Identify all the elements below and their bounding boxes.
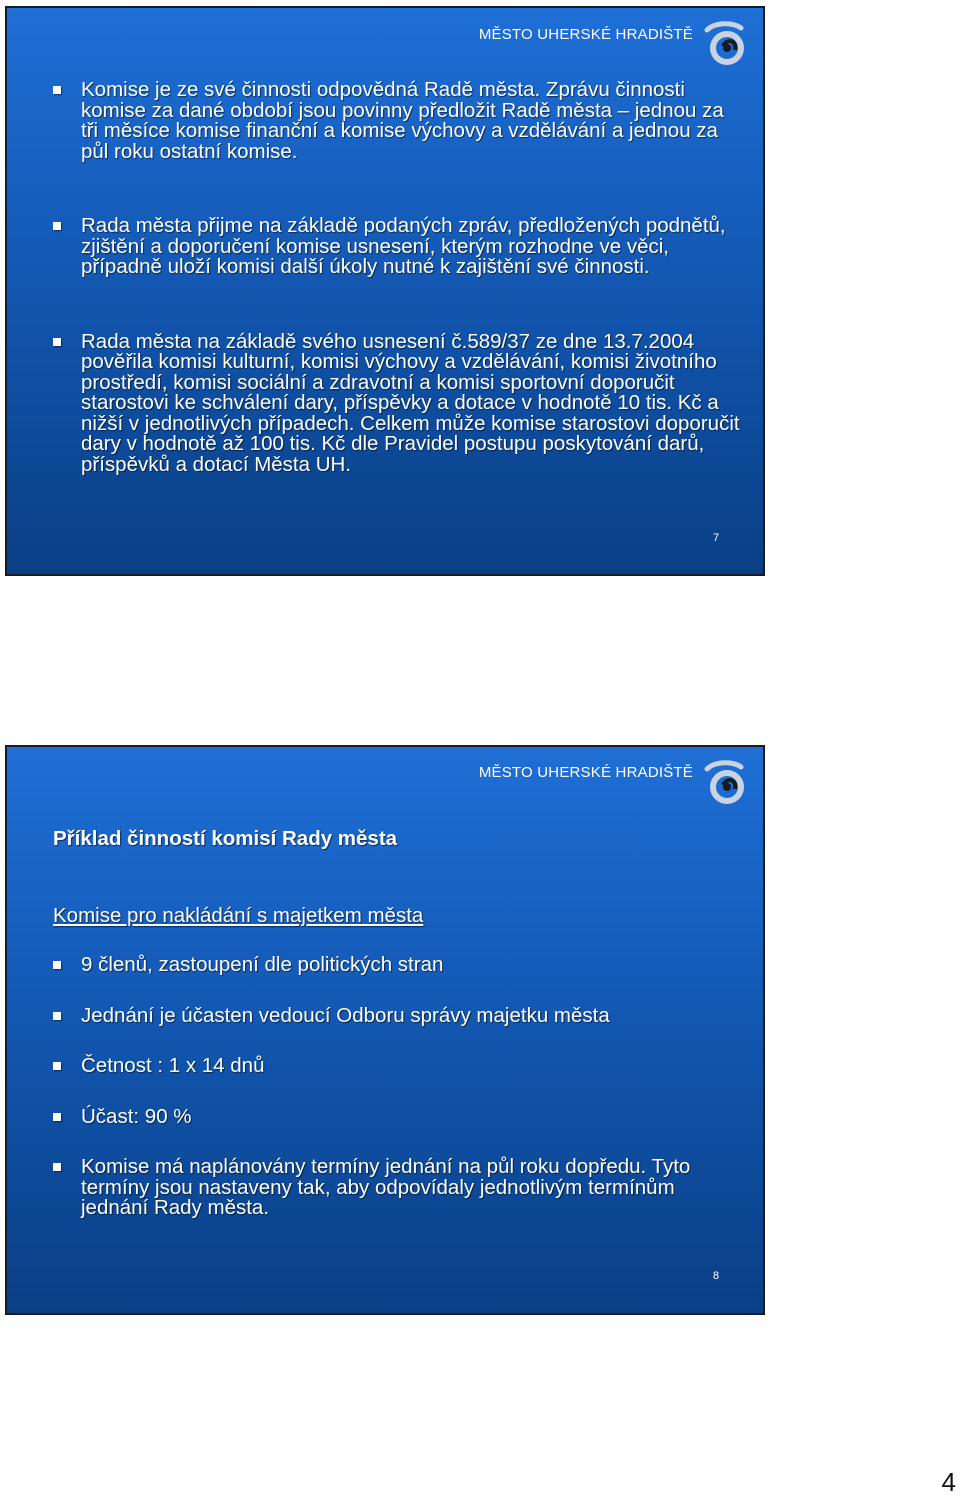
city-logo-icon	[697, 16, 753, 72]
slide-subheading: Komise pro nakládání s majetkem města	[53, 904, 424, 927]
list-item	[53, 1003, 743, 1027]
list-item	[53, 1104, 743, 1128]
city-brand-label: MĚSTO UHERSKÉ HRADIŠTĚ	[478, 26, 693, 43]
bullet-text: Četnost : 1 x 14 dnů	[81, 1054, 265, 1077]
list-item	[53, 329, 743, 476]
bullet-text: Rada města přijme na základě podaných zpráv, předložených podnětů, zjištění a doporučení komise usnesení, kterým rozhodne ve věci, případně uloží komisi další úkoly nutné k zajištění své činnosti.	[81, 214, 726, 278]
slide-7-bullet-list	[53, 80, 743, 475]
slide-title: Příklad činností komisí Rady města	[53, 827, 398, 850]
bullet-square-icon	[53, 1113, 61, 1121]
slide-8-bullet-list	[53, 955, 743, 1219]
list-item	[53, 955, 743, 976]
bullet-text: Komise má naplánovány termíny jednání na půl roku dopředu. Tyto termíny jsou nastaveny tak, aby odpovídaly jednotlivým termínům jednání Rady města.	[81, 1155, 691, 1219]
bullet-square-icon	[53, 1012, 61, 1020]
bullet-square-icon	[53, 1163, 61, 1171]
bullet-square-icon	[53, 961, 61, 969]
bullet-square-icon	[53, 1062, 61, 1070]
bullet-square-icon	[53, 222, 61, 230]
bullet-text: Komise je ze své činnosti odpovědná Radě města. Zprávu činnosti komise za dané období jsou povinny předložit Radě města – jednou za tři měsíce komise finanční a komise výchovy a vzdělávání a jednou za půl roku ostatní komise.	[81, 78, 724, 163]
bullet-text: Jednání je účasten vedoucí Odboru správy majetku města	[81, 1003, 610, 1027]
list-item	[53, 1157, 743, 1219]
slide-7	[5, 6, 765, 576]
list-item	[53, 1056, 743, 1077]
list-item	[53, 216, 743, 278]
city-brand-label: MĚSTO UHERSKÉ HRADIŠTĚ	[478, 764, 693, 781]
bullet-square-icon	[53, 338, 61, 346]
slide-8	[5, 745, 765, 1315]
bullet-text: 9 členů, zastoupení dle politických stran	[81, 953, 444, 976]
bullet-text: Rada města na základě svého usnesení č.589/37 ze dne 13.7.2004 pověřila komisi kulturní, komisi výchovy a vzdělávání, komisi životního prostředí, komisi sociální a zdravotní a komisi sportovní doporučit starostovi ke schválení dary, příspěvky a dotace v hodnotě 10 tis. Kč a nižší v jednotlivých případech. Celkem může komise starostovi doporučit dary v hodnotě až 100 tis. Kč dle Pravidel postupu poskytování darů, příspěvků a dotací Města UH.	[81, 329, 740, 476]
document-page-number: 4	[941, 1467, 956, 1497]
bullet-square-icon	[53, 86, 61, 94]
slide-page-number: 7	[713, 532, 720, 544]
city-logo-icon	[697, 755, 753, 811]
bullet-text: Účast: 90 %	[81, 1104, 192, 1128]
list-item	[53, 80, 743, 162]
slide-page-number: 8	[713, 1270, 720, 1282]
